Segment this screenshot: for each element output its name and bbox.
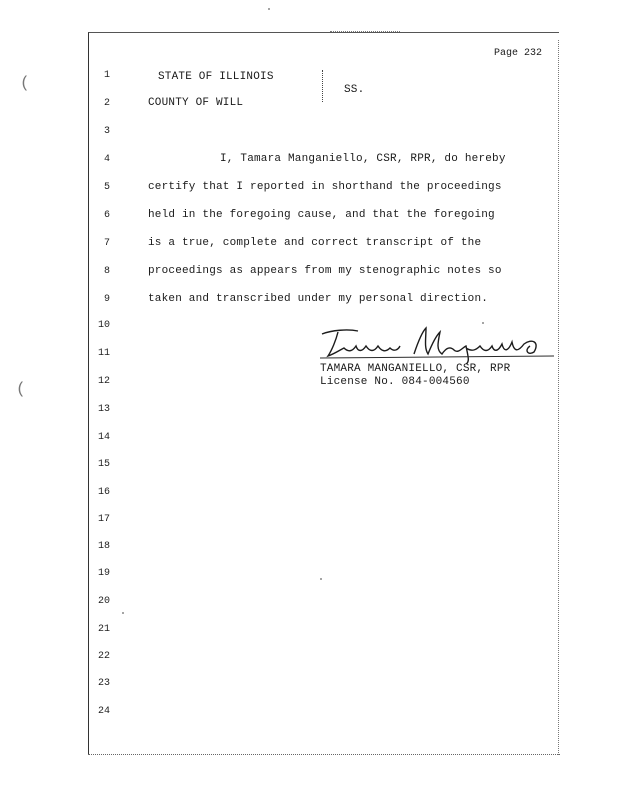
line-number: 5 <box>103 182 110 193</box>
page-frame <box>88 32 559 755</box>
line-number: 3 <box>103 126 110 137</box>
line-number: 19 <box>97 568 110 579</box>
body-line: is a true, complete and correct transcript of the <box>148 237 482 249</box>
line-number: 1 <box>103 70 110 81</box>
body-line: proceedings as appears from my stenographic notes so <box>148 265 502 277</box>
handwritten-signature <box>318 324 558 364</box>
scan-speck <box>122 612 124 614</box>
scan-speck <box>482 322 484 324</box>
line-number: 14 <box>97 432 110 443</box>
scan-speck <box>320 578 322 580</box>
body-line: I, Tamara Manganiello, CSR, RPR, do hereby <box>220 153 506 165</box>
line-number: 10 <box>97 320 110 331</box>
scan-speck <box>268 8 270 10</box>
body-line: taken and transcribed under my personal direction. <box>148 293 489 305</box>
line-number: 6 <box>103 210 110 221</box>
line-number: 17 <box>97 514 110 525</box>
caption-bracket <box>322 70 327 102</box>
caption-county: COUNTY OF WILL <box>148 97 244 109</box>
page-label: Page 232 <box>494 48 543 59</box>
margin-mark: ( <box>16 380 26 398</box>
line-number: 16 <box>97 487 110 498</box>
signer-license: License No. 084-004560 <box>320 376 470 388</box>
body-line: certify that I reported in shorthand the proceedings <box>148 181 502 193</box>
line-number: 11 <box>97 348 110 359</box>
line-number: 9 <box>103 294 110 305</box>
margin-mark: ( <box>20 74 30 92</box>
bottom-edge <box>88 754 560 755</box>
top-edge-dots <box>330 31 400 32</box>
line-number: 23 <box>97 678 110 689</box>
line-number: 4 <box>103 154 110 165</box>
line-number: 13 <box>97 404 110 415</box>
line-number: 21 <box>97 624 110 635</box>
signer-name: TAMARA MANGANIELLO, CSR, RPR <box>320 363 511 375</box>
line-number: 18 <box>97 541 110 552</box>
line-number: 22 <box>97 651 110 662</box>
caption-ss: SS. <box>344 84 365 96</box>
line-number: 12 <box>97 376 110 387</box>
line-number: 20 <box>97 596 110 607</box>
right-edge <box>558 40 559 755</box>
line-number: 2 <box>103 98 110 109</box>
body-line: held in the foregoing cause, and that the foregoing <box>148 209 495 221</box>
line-number: 8 <box>103 266 110 277</box>
line-number: 24 <box>97 706 110 717</box>
line-number: 7 <box>103 238 110 249</box>
line-number: 15 <box>97 459 110 470</box>
caption-state: STATE OF ILLINOIS <box>158 71 274 83</box>
